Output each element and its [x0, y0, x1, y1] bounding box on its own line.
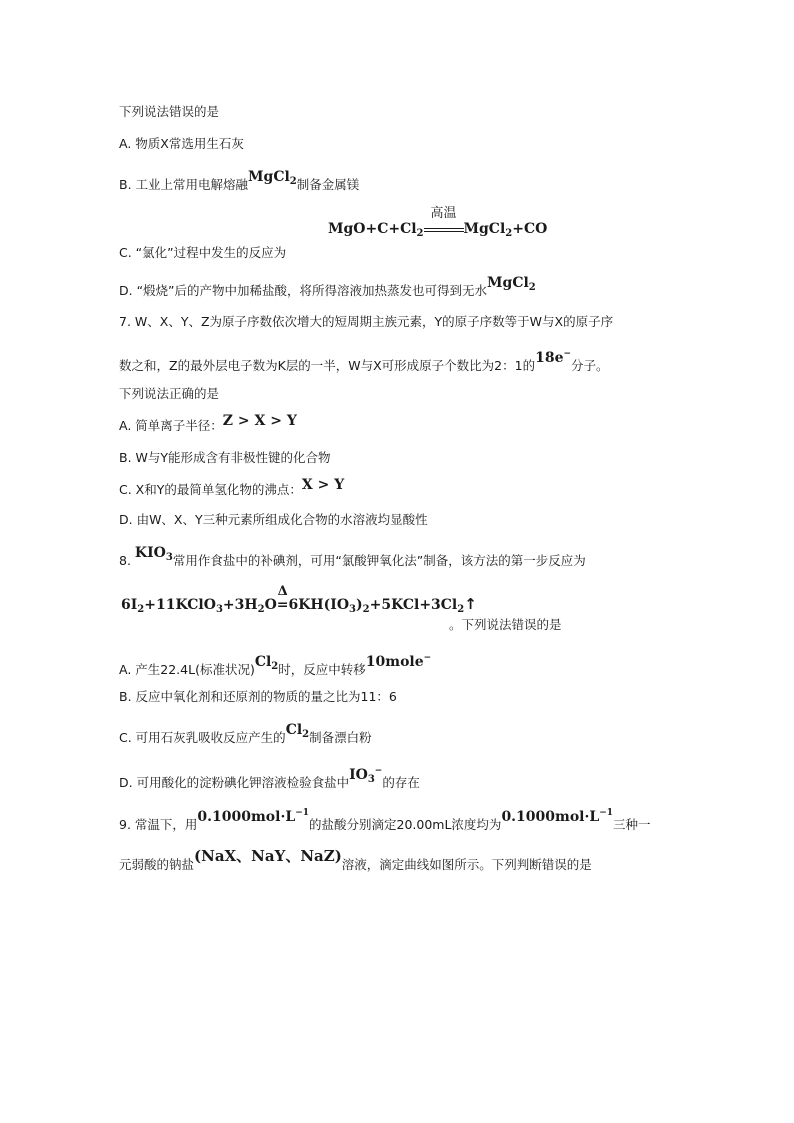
q6-option-a: A. 物质X常选用生石灰: [119, 136, 244, 151]
q7-stem: 下列说法正确的是: [119, 386, 220, 401]
q7-line-1: 7. W、X、Y、Z为原子序数依次增大的短周期主族元素，Y的原子序数等于W与X的原子序: [119, 314, 614, 329]
q6-option-b: B. 工业上常用电解熔融MgCl$_2$制备金属镁: [119, 169, 360, 192]
q7-option-a: A. 简单离子半径：Z > X > Y: [119, 413, 297, 433]
q6-option-c: C. “氯化”过程中发生的反应为: [119, 245, 287, 260]
q6-equation: $MgO+C+Cl_2$ 高温 MgCl$_2$+CO: [328, 206, 548, 239]
formula-18e: 18e−: [535, 349, 572, 366]
q8-option-d: D. 可用酸化的淀粉碘化钾溶液检验食盐中$IO_3^-$的存在: [119, 766, 420, 790]
q7-option-b: B. W与Y能形成含有非极性键的化合物: [119, 450, 331, 465]
formula-mgcl2: MgCl$_2$: [248, 169, 297, 187]
q9-line-2: 元弱酸的钠盐(NaX、NaY、NaZ)溶液，滴定曲线如图所示。下列判断错误的是: [119, 847, 592, 872]
q7-option-d: D. 由W、X、Y三种元素所组成化合物的水溶液均显酸性: [119, 512, 428, 527]
q8-option-b: B. 反应中氧化剂和还原剂的物质的量之比为11：6: [119, 689, 397, 704]
q6-option-d: D. “煅烧”后的产物中加稀盐酸，将所得溶液加热蒸发也可得到无水MgCl$_2$: [119, 275, 536, 298]
q8-equation: $6I_2+11KClO_3+3H_2O$ Δ $=6KH(IO_3)_2+5KCl+3Cl_2↑$: [121, 584, 477, 615]
formula-mgcl2: MgCl$_2$: [487, 275, 536, 293]
q8-line-2-end: 。下列说法错误的是: [449, 617, 562, 632]
q6-stem: 下列说法错误的是: [119, 104, 220, 119]
q8-option-a: A. 产生22.4L(标准状况)$Cl_2$时，反应中转移10mole−: [119, 653, 432, 677]
q7-option-c: C. X和Y的最简单氢化物的沸点：X > Y: [119, 477, 345, 497]
formula-kio3: $KIO_3$: [134, 545, 173, 563]
q7-line-2: 数之和，Z的最外层电子数为K层的一半，W与X可形成原子个数比为2：1的18e−分子。: [119, 349, 609, 373]
q8-line-1: 8. $KIO_3$常用作食盐中的补碘剂，可用“氯酸钾氧化法”制备，该方法的第一步反应为: [119, 545, 586, 568]
q8-option-c: C. 可用石灰乳吸收反应产生的$Cl_2$制备漂白粉: [119, 722, 372, 745]
q9-line-1: 9. 常温下，用$0.1000mol\cdot L^{-1}$的盐酸分别滴定20.00mL浓度均为$0.1000mol\cdot L^{-1}$三种一: [119, 808, 651, 832]
